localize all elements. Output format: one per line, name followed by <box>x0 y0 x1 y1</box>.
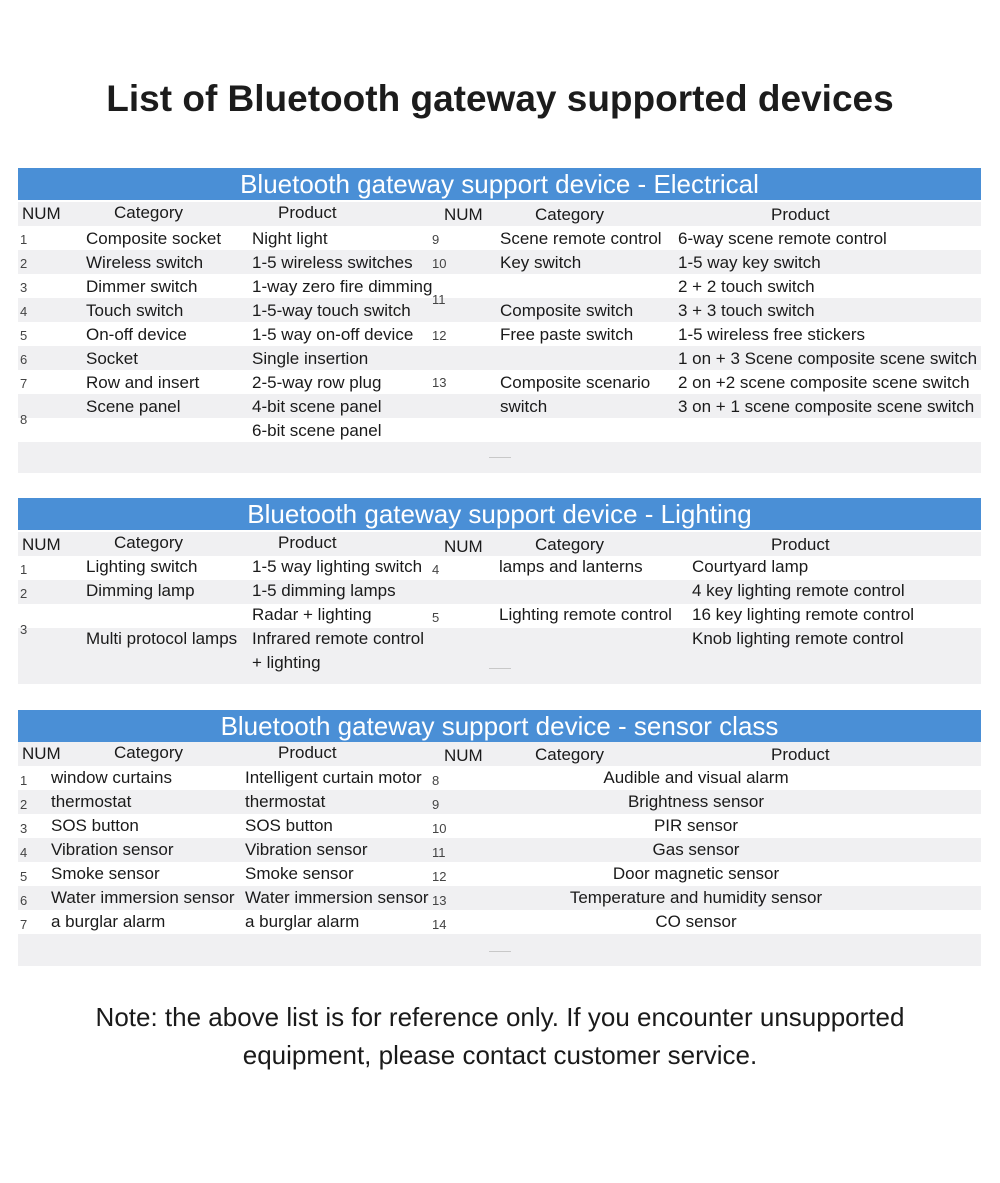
row-product: Single insertion <box>252 349 369 368</box>
row-category: Composite socket <box>86 229 222 248</box>
electrical-table <box>18 168 981 473</box>
row-num: 8 <box>432 773 440 788</box>
row-product: Water immersion sensor <box>245 888 429 907</box>
row-num: 9 <box>432 797 440 812</box>
header-category: Category <box>535 535 604 554</box>
row-category: Socket <box>86 349 138 368</box>
footnote <box>0 998 1000 1074</box>
row-product: Radar + lighting <box>252 605 372 624</box>
row-product: 1 on + 3 Scene composite scene switch <box>678 349 978 368</box>
row-num: 13 <box>432 893 447 908</box>
row-num: 2 <box>20 256 28 271</box>
row-product: 16 key lighting remote control <box>692 605 915 624</box>
sensor-heading: Bluetooth gateway support device - sensor class <box>220 711 779 741</box>
row-product: Intelligent curtain motor <box>245 768 422 787</box>
row-num: 3 <box>20 821 28 836</box>
row-category: Scene panel <box>86 397 181 416</box>
row-num: 5 <box>20 869 28 884</box>
header-category: Category <box>535 205 604 224</box>
row-product: Knob lighting remote control <box>692 629 904 648</box>
row-num: 6 <box>20 893 28 908</box>
row-product: Vibration sensor <box>245 840 368 859</box>
row-num: 3 <box>20 280 28 295</box>
row-num: 13 <box>432 375 447 390</box>
row-category: SOS button <box>51 816 139 835</box>
row-product: 6-way scene remote control <box>678 229 887 248</box>
row-product: Brightness sensor <box>627 792 765 811</box>
row-product: 1-5 wireless switches <box>252 253 413 272</box>
row-product: + lighting <box>252 653 321 672</box>
row-category: thermostat <box>51 792 132 811</box>
row-product: 1-5 wireless free stickers <box>678 325 866 344</box>
row-product: CO sensor <box>655 912 737 931</box>
header-product: Product <box>771 745 830 764</box>
row-category: Free paste switch <box>500 325 634 344</box>
row-num: 14 <box>432 917 447 932</box>
row-category: Key switch <box>500 253 582 272</box>
row-category: Dimmer switch <box>86 277 198 296</box>
row-product: 1-5 dimming lamps <box>252 581 396 600</box>
row-num: 8 <box>20 412 28 427</box>
header-num: NUM <box>444 537 483 556</box>
row-category: Wireless switch <box>86 253 204 272</box>
row-num: 11 <box>432 845 446 860</box>
header-num: NUM <box>444 746 483 765</box>
row-category: Composite scenario <box>500 373 651 392</box>
row-product: 1-5 way lighting switch <box>252 557 423 576</box>
row-product: 4 key lighting remote control <box>692 581 905 600</box>
row-num: 1 <box>20 773 28 788</box>
row-num: 12 <box>432 328 447 343</box>
row-product: Smoke sensor <box>245 864 354 883</box>
row-category: a burglar alarm <box>51 912 166 931</box>
header-num: NUM <box>22 204 61 223</box>
row-product: 6-bit scene panel <box>252 421 382 440</box>
row-num: 1 <box>20 232 28 247</box>
row-category: window curtains <box>51 768 172 787</box>
row-num: 9 <box>432 232 440 247</box>
row-product: a burglar alarm <box>245 912 360 931</box>
row-category: On-off device <box>86 325 187 344</box>
row-category: Row and insert <box>86 373 200 392</box>
row-product: 1-way zero fire dimming <box>252 277 433 296</box>
row-product: 1-5 way key switch <box>678 253 821 272</box>
row-product: Door magnetic sensor <box>612 864 780 883</box>
row-product: PIR sensor <box>653 816 739 835</box>
row-num: 7 <box>20 917 28 932</box>
row-product: Night light <box>252 229 328 248</box>
row-num: 4 <box>20 845 28 860</box>
sensor-heading-bar <box>18 710 981 742</box>
row-num: 2 <box>20 586 28 601</box>
row-product: thermostat <box>245 792 326 811</box>
sensor-table <box>18 710 981 966</box>
row-product: 2 + 2 touch switch <box>678 277 815 296</box>
row-num: 4 <box>432 562 440 577</box>
row-category: lamps and lanterns <box>499 557 643 576</box>
row-product: Infrared remote control <box>252 629 424 648</box>
header-category: Category <box>114 533 183 552</box>
row-product: Temperature and humidity sensor <box>569 888 823 907</box>
row-category: Dimming lamp <box>86 581 195 600</box>
header-num: NUM <box>22 744 61 763</box>
header-product: Product <box>771 535 830 554</box>
row-product: Gas sensor <box>652 840 740 859</box>
electrical-heading-bar <box>18 168 981 200</box>
row-num: 6 <box>20 352 28 367</box>
row-product: 2 on +2 scene composite scene switch <box>678 373 970 392</box>
header-product: Product <box>771 205 830 224</box>
row-product: SOS button <box>245 816 333 835</box>
header-category: Category <box>114 203 183 222</box>
row-num: 4 <box>20 304 28 319</box>
row-product: 1-5 way on-off device <box>252 325 414 344</box>
row-category: Water immersion sensor <box>51 888 235 907</box>
header-product: Product <box>278 203 337 222</box>
header-product: Product <box>278 743 337 762</box>
row-num: 5 <box>432 610 440 625</box>
row-category: Scene remote control <box>500 229 662 248</box>
row-num: 10 <box>432 256 447 271</box>
header-num: NUM <box>444 205 483 224</box>
footnote-line: Note: the above list is for reference only. If you encounter unsupported <box>95 1002 905 1032</box>
row-num: 10 <box>432 821 447 836</box>
row-category: Smoke sensor <box>51 864 160 883</box>
row-num: 12 <box>432 869 447 884</box>
header-num: NUM <box>22 535 61 554</box>
row-product: 3 + 3 touch switch <box>678 301 815 320</box>
lighting-heading-bar <box>18 498 981 530</box>
row-category: Touch switch <box>86 301 184 320</box>
lighting-heading: Bluetooth gateway support device - Lighting <box>247 499 752 529</box>
row-product: 1-5-way touch switch <box>252 301 411 320</box>
row-category: Multi protocol lamps <box>86 629 238 648</box>
row-product: Audible and visual alarm <box>603 768 789 787</box>
row-category: Lighting switch <box>86 557 198 576</box>
header-category: Category <box>535 745 604 764</box>
lighting-table <box>18 498 981 684</box>
row-category: Lighting remote control <box>499 605 672 624</box>
row-product: 3 on + 1 scene composite scene switch <box>678 397 975 416</box>
row-category: switch <box>500 397 548 416</box>
row-product: Courtyard lamp <box>692 557 809 576</box>
row-product: 2-5-way row plug <box>252 373 382 392</box>
row-category: Composite switch <box>500 301 634 320</box>
row-category: Vibration sensor <box>51 840 174 859</box>
page-title: List of Bluetooth gateway supported devices <box>106 78 894 119</box>
row-product: 4-bit scene panel <box>252 397 382 416</box>
row-num: 5 <box>20 328 28 343</box>
header-category: Category <box>114 743 183 762</box>
footnote-line: equipment, please contact customer service. <box>242 1040 758 1070</box>
row-num: 2 <box>20 797 28 812</box>
header-product: Product <box>278 533 337 552</box>
row-num: 3 <box>20 622 28 637</box>
row-num: 11 <box>432 292 446 307</box>
row-num: 7 <box>20 376 28 391</box>
row-num: 1 <box>20 562 28 577</box>
electrical-heading: Bluetooth gateway support device - Electrical <box>240 169 759 199</box>
